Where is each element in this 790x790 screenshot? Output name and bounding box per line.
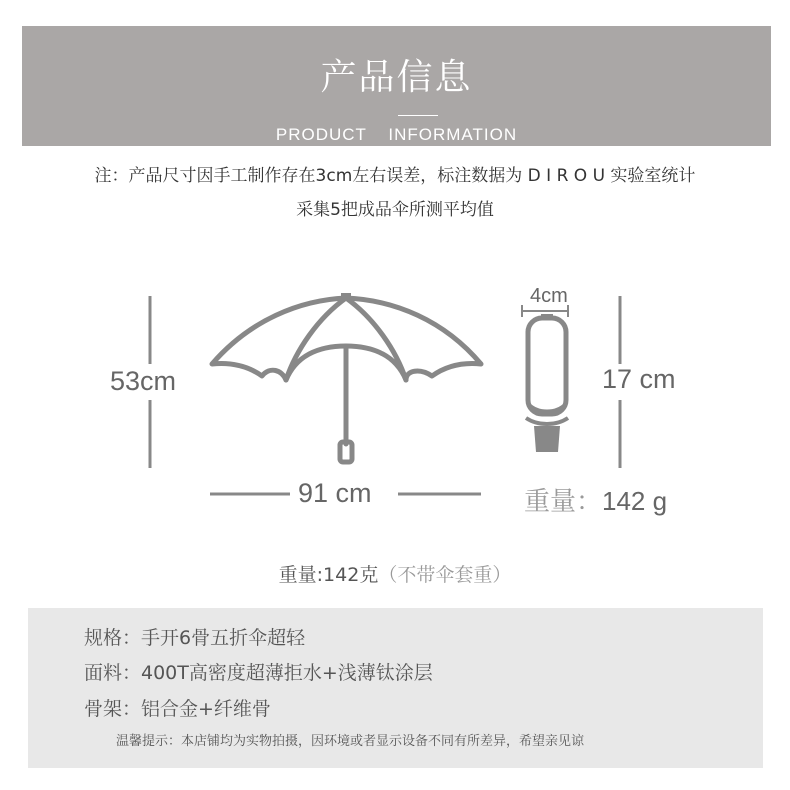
umbrella-tip-icon [341, 293, 351, 299]
weight-badge-label: 重量： [524, 487, 603, 517]
weight-line [0, 566, 790, 585]
folded-umbrella-icon [526, 314, 568, 452]
weight-badge-value: 142 g [602, 486, 668, 516]
disclaimer-tip: 温馨提示：本店铺均为实物拍摄，因环境或者显示设备不同有所差异，希望亲见谅 [116, 734, 585, 749]
open-umbrella-icon [212, 298, 481, 462]
weight-line-note: （不带伞套重） [378, 564, 512, 586]
spec-frame: 骨架：铝合金+纤维骨 [84, 698, 271, 720]
page-subtitle: PRODUCT INFORMATION [275, 125, 518, 144]
note-line-2: 采集5把成品伞所测平均值 [296, 200, 494, 220]
weight-line-main: 重量:142克 [278, 564, 379, 586]
open-height-label: 53cm [110, 366, 177, 396]
spec-model: 规格：手开6骨五折伞超轻 [84, 627, 306, 649]
weight-badge [524, 488, 667, 515]
folded-length-label: 17 cm [602, 364, 676, 394]
folded-diameter-label: 4cm [530, 285, 568, 307]
open-width-label: 91 cm [298, 478, 372, 508]
page-title: 产品信息 [320, 57, 473, 98]
note-line-1: 注：产品尺寸因手工制作存在3cm左右误差，标注数据为 D I R O U 实验室统计 [94, 166, 696, 186]
spec-fabric: 面料：400T高密度超薄拒水+浅薄钛涂层 [84, 662, 433, 684]
